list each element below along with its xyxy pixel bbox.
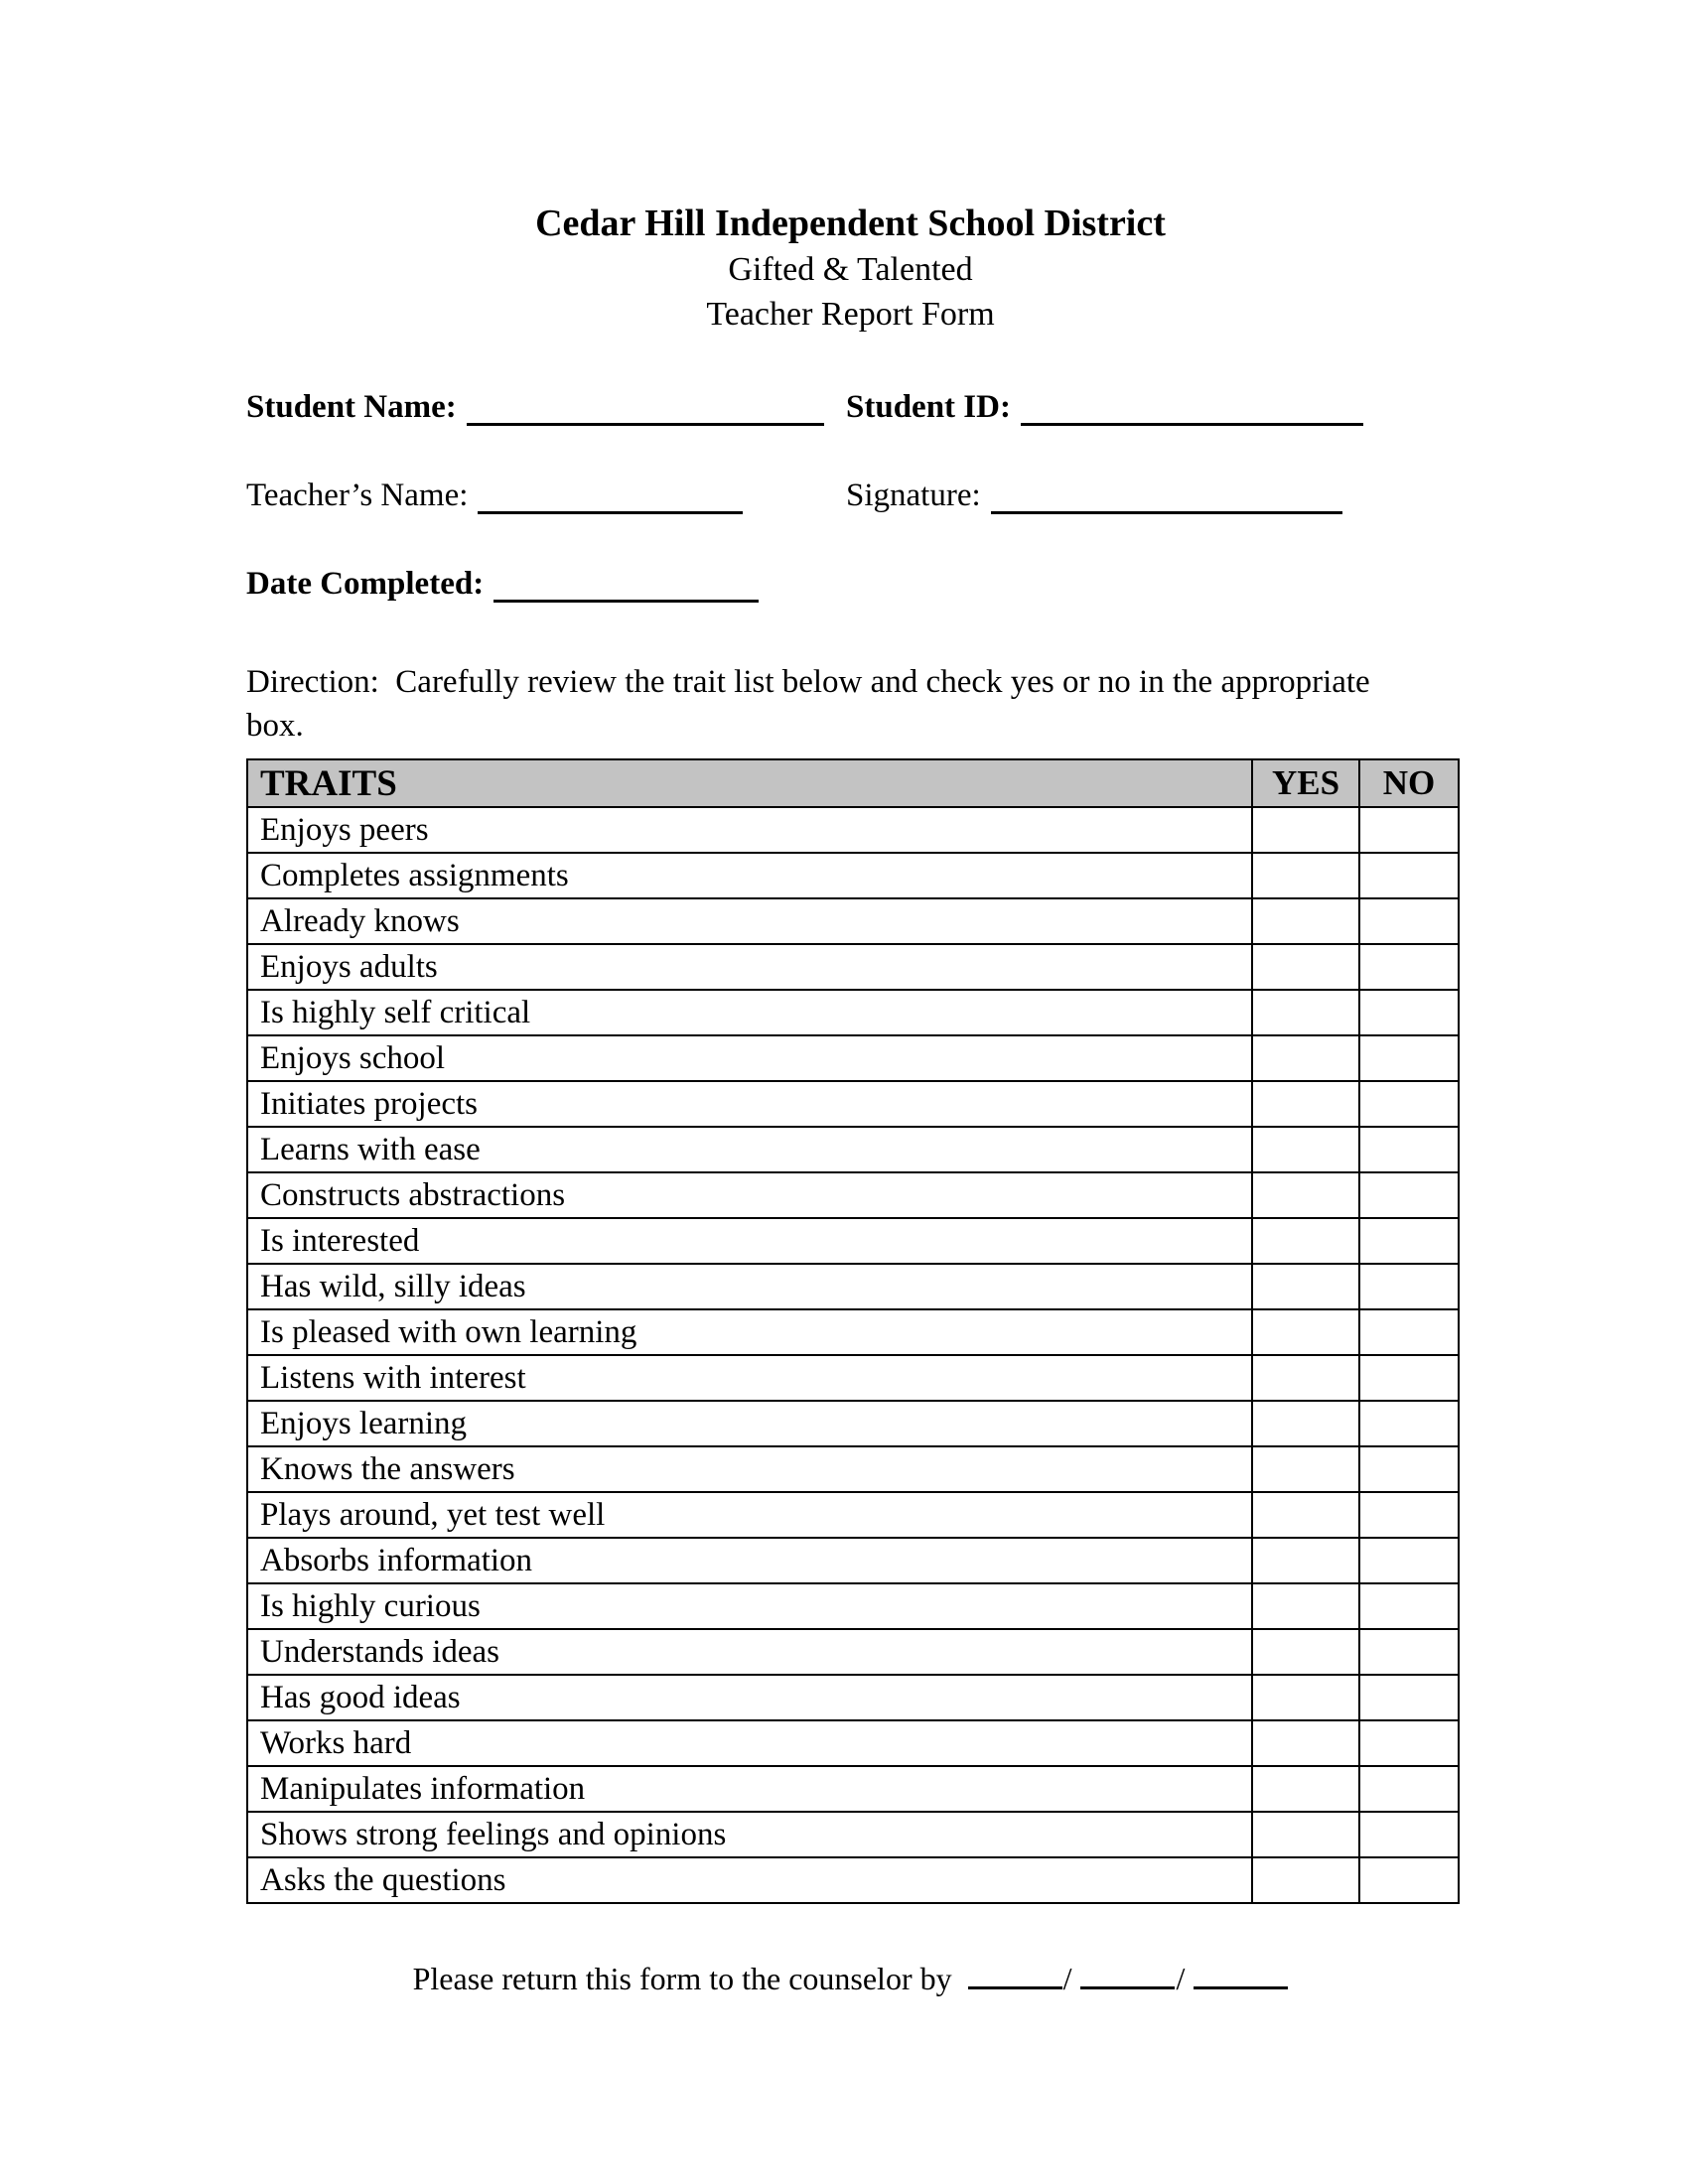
traits-table-header — [247, 759, 1459, 807]
no-checkbox-cell — [1359, 1629, 1459, 1675]
yes-checkbox-cell — [1252, 1812, 1359, 1857]
student-id-group — [846, 389, 1363, 426]
yes-checkbox-cell — [1252, 1355, 1359, 1401]
title-block — [246, 199, 1455, 338]
trait-label: Asks the questions — [247, 1857, 1252, 1903]
no-checkbox-cell — [1359, 1309, 1459, 1355]
table-row — [247, 1583, 1459, 1629]
no-checkbox-cell — [1359, 1812, 1459, 1857]
trait-label: Learns with ease — [247, 1127, 1252, 1172]
trait-label: Understands ideas — [247, 1629, 1252, 1675]
no-checkbox-cell — [1359, 1766, 1459, 1812]
trait-label: Enjoys learning — [247, 1401, 1252, 1446]
table-row — [247, 1127, 1459, 1172]
direction-text: Direction: Carefully review the trait list below and check yes or no in the appropriate box. — [246, 663, 1378, 745]
trait-label: Is pleased with own learning — [247, 1309, 1252, 1355]
table-row — [247, 990, 1459, 1035]
yes-checkbox-cell — [1252, 1583, 1359, 1629]
no-checkbox-cell — [1359, 1583, 1459, 1629]
no-checkbox-cell — [1359, 944, 1459, 990]
no-checkbox-cell — [1359, 898, 1459, 944]
table-row — [247, 1720, 1459, 1766]
trait-label: Already knows — [247, 898, 1252, 944]
table-row — [247, 807, 1459, 853]
yes-checkbox-cell — [1252, 1127, 1359, 1172]
yes-checkbox-cell — [1252, 1264, 1359, 1309]
trait-label: Initiates projects — [247, 1081, 1252, 1127]
table-row — [247, 1629, 1459, 1675]
yes-checkbox-cell — [1252, 990, 1359, 1035]
date-completed-blank-line — [493, 567, 759, 603]
table-row — [247, 1492, 1459, 1538]
teacher-row — [246, 478, 1455, 514]
yes-checkbox-cell — [1252, 1720, 1359, 1766]
trait-label: Has wild, silly ideas — [247, 1264, 1252, 1309]
table-row — [247, 944, 1459, 990]
traits-table-body — [247, 807, 1459, 1903]
table-row — [247, 853, 1459, 898]
footer-slash-2: / — [1176, 1961, 1186, 1996]
program-subtitle: Gifted & Talented — [728, 251, 973, 289]
footer-date-blank-year — [1194, 1954, 1288, 1989]
date-completed-label: Date Completed: — [246, 565, 485, 602]
yes-checkbox-cell — [1252, 944, 1359, 990]
no-checkbox-cell — [1359, 1355, 1459, 1401]
yes-checkbox-cell — [1252, 853, 1359, 898]
trait-label: Knows the answers — [247, 1446, 1252, 1492]
table-row — [247, 1538, 1459, 1583]
yes-checkbox-cell — [1252, 1629, 1359, 1675]
footer-slash-1: / — [1062, 1961, 1072, 1996]
footer-date-blank-month — [968, 1954, 1062, 1989]
table-row — [247, 1857, 1459, 1903]
trait-label: Is interested — [247, 1218, 1252, 1264]
yes-checkbox-cell — [1252, 1172, 1359, 1218]
yes-column-header: YES — [1252, 759, 1359, 807]
table-row — [247, 1309, 1459, 1355]
table-row — [247, 1035, 1459, 1081]
form-name-subtitle: Teacher Report Form — [706, 296, 995, 334]
trait-label: Plays around, yet test well — [247, 1492, 1252, 1538]
trait-label: Enjoys adults — [247, 944, 1252, 990]
signature-blank-line — [991, 478, 1342, 514]
page-title: Cedar Hill Independent School District — [535, 203, 1166, 244]
yes-checkbox-cell — [1252, 1446, 1359, 1492]
traits-table — [246, 758, 1460, 1904]
student-row — [246, 389, 1455, 426]
trait-label: Works hard — [247, 1720, 1252, 1766]
table-row — [247, 898, 1459, 944]
header-row — [247, 759, 1459, 807]
trait-label: Completes assignments — [247, 853, 1252, 898]
no-checkbox-cell — [1359, 1081, 1459, 1127]
yes-checkbox-cell — [1252, 1035, 1359, 1081]
signature-group — [846, 478, 1342, 514]
teacher-name-label: Teacher’s Name: — [246, 477, 469, 513]
yes-checkbox-cell — [1252, 807, 1359, 853]
table-row — [247, 1401, 1459, 1446]
trait-label: Absorbs information — [247, 1538, 1252, 1583]
yes-checkbox-cell — [1252, 1492, 1359, 1538]
no-column-header: NO — [1359, 759, 1459, 807]
no-checkbox-cell — [1359, 1035, 1459, 1081]
table-row — [247, 1446, 1459, 1492]
no-checkbox-cell — [1359, 990, 1459, 1035]
teacher-name-blank-line — [478, 478, 743, 514]
trait-label: Is highly curious — [247, 1583, 1252, 1629]
table-row — [247, 1264, 1459, 1309]
teacher-name-group — [246, 478, 846, 514]
student-name-blank-line — [467, 390, 824, 426]
no-checkbox-cell — [1359, 1401, 1459, 1446]
table-row — [247, 1172, 1459, 1218]
table-row — [247, 1081, 1459, 1127]
no-checkbox-cell — [1359, 1538, 1459, 1583]
date-completed-group — [246, 566, 759, 603]
no-checkbox-cell — [1359, 853, 1459, 898]
no-checkbox-cell — [1359, 1720, 1459, 1766]
yes-checkbox-cell — [1252, 1309, 1359, 1355]
trait-label: Constructs abstractions — [247, 1172, 1252, 1218]
trait-label: Enjoys school — [247, 1035, 1252, 1081]
yes-checkbox-cell — [1252, 1675, 1359, 1720]
no-checkbox-cell — [1359, 1675, 1459, 1720]
trait-label: Has good ideas — [247, 1675, 1252, 1720]
trait-label: Shows strong feelings and opinions — [247, 1812, 1252, 1857]
no-checkbox-cell — [1359, 1127, 1459, 1172]
no-checkbox-cell — [1359, 1446, 1459, 1492]
signature-label: Signature: — [846, 477, 981, 513]
table-row — [247, 1675, 1459, 1720]
footer-date-blank-day — [1080, 1954, 1175, 1989]
student-id-blank-line — [1021, 390, 1363, 426]
no-checkbox-cell — [1359, 807, 1459, 853]
trait-label: Is highly self critical — [247, 990, 1252, 1035]
yes-checkbox-cell — [1252, 898, 1359, 944]
student-name-group — [246, 389, 846, 426]
footer-text: Please return this form to the counselor by — [412, 1961, 952, 1996]
student-name-label: Student Name: — [246, 388, 457, 425]
yes-checkbox-cell — [1252, 1766, 1359, 1812]
table-row — [247, 1812, 1459, 1857]
trait-label: Manipulates information — [247, 1766, 1252, 1812]
yes-checkbox-cell — [1252, 1857, 1359, 1903]
table-row — [247, 1218, 1459, 1264]
yes-checkbox-cell — [1252, 1538, 1359, 1583]
no-checkbox-cell — [1359, 1492, 1459, 1538]
table-row — [247, 1766, 1459, 1812]
date-row — [246, 566, 1455, 603]
footer-instruction — [246, 1954, 1455, 1997]
traits-column-header: TRAITS — [247, 759, 1252, 807]
table-row — [247, 1355, 1459, 1401]
no-checkbox-cell — [1359, 1264, 1459, 1309]
no-checkbox-cell — [1359, 1857, 1459, 1903]
no-checkbox-cell — [1359, 1172, 1459, 1218]
yes-checkbox-cell — [1252, 1401, 1359, 1446]
student-id-label: Student ID: — [846, 388, 1011, 425]
trait-label: Enjoys peers — [247, 807, 1252, 853]
trait-label: Listens with interest — [247, 1355, 1252, 1401]
yes-checkbox-cell — [1252, 1218, 1359, 1264]
yes-checkbox-cell — [1252, 1081, 1359, 1127]
no-checkbox-cell — [1359, 1218, 1459, 1264]
